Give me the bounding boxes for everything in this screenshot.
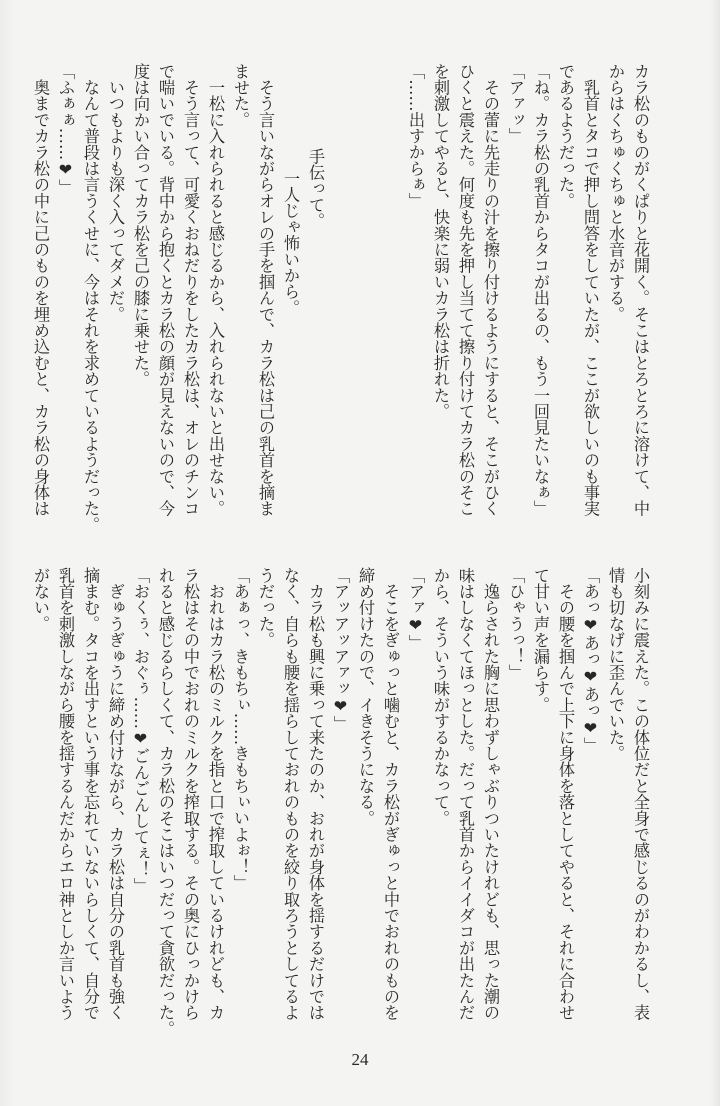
text-column: 一松に入れられると感じるから、入れられないと出せない。	[206, 63, 225, 517]
dialogue-column: 「ね。カラ松の乳首からタコが出るの、もう一回見たいなぁ」	[531, 63, 550, 517]
text-column: カラ松も興に乗って来たのか、おれが身体を揺するだけでは	[306, 567, 325, 1021]
text-column: がない。	[31, 567, 50, 632]
scene-break-spacer	[328, 63, 353, 73]
text-column: そう言いながらオレの手を掴んで、カラ松は己の乳首を摘ま	[256, 63, 275, 517]
dialogue-column: 「アァ❤」	[406, 567, 425, 651]
text-column: そう言って、可愛くおねだりをしたカラ松は、オレのチンコ	[181, 63, 200, 517]
dialogue-column: 「アッアッアァッ❤」	[331, 567, 350, 732]
text-column: ませた。	[231, 63, 250, 128]
text-column: て甘い声を漏らす。	[531, 567, 550, 713]
text-column: で喘いでいる。背中から抱くとカラ松の顔が見えないので、今	[156, 63, 175, 517]
text-column: であるようだった。	[556, 63, 575, 209]
text-column: から、そういう味がするかなって。	[431, 567, 450, 827]
scene-break-spacer	[353, 63, 378, 73]
text-column: うだった。	[256, 567, 275, 648]
dialogue-column: 「おくぅ、おぐぅ……❤ごんごんしてぇ！」	[131, 567, 150, 894]
dialogue-column: 「……出すからぁ」	[406, 63, 425, 209]
text-column: 奥までカラ松の中に己のものを埋め込むと、カラ松の身体は	[31, 63, 50, 517]
text-column: れると感じるらしくて、カラ松のそこはいつだって貪欲だった。	[156, 567, 175, 1037]
text-column: その腰を掴んで上下に身体を落としてやると、それに合わせ	[556, 567, 575, 1021]
text-column: カラ松のものがくぱりと花開く。そこはとろとろに溶けて、中	[631, 63, 650, 517]
text-column: 乳首とタコで押し問答をしていたが、ここが欲しいのも事実	[581, 63, 600, 517]
scene-break-spacer	[378, 63, 403, 73]
text-column: 逸らされた胸に思わずしゃぶりついたけれども、思った潮の	[481, 567, 500, 1021]
text-column: 摘まむ。タコを出すという事を忘れていないらしくて、自分で	[81, 567, 100, 1021]
text-column: 小刻みに震えた。この体位だと全身で感じるのがわかるし、表	[631, 567, 650, 1021]
text-column: その蕾に先走りの汁を擦り付けるようにすると、そこがひく	[481, 63, 500, 517]
text-column: を刺激してやると、快楽に弱いカラ松は折れた。	[431, 63, 450, 420]
text-column: そこをぎゅっと噛むと、カラ松がぎゅっと中でおれのものを	[381, 567, 400, 1021]
text-column: 乳首を刺激しながら腰を揺するんだからエロ神としか言いよう	[56, 567, 75, 1021]
text-column: 度は向かい合ってカラ松を己の膝に乗せた。	[131, 63, 150, 387]
text-column: ひくと震えた。何度も先を押し当てて擦り付けてカラ松のそこ	[456, 63, 475, 517]
text-column: 手伝って。	[306, 148, 325, 229]
lower-text-block	[28, 567, 653, 1047]
text-column: 味はしなくてほっとした。だって乳首からイイダコが出たんだ	[456, 567, 475, 1021]
page-number: 24	[351, 1050, 369, 1069]
text-column: ぎゅうぎゅうに締め付けながら、カラ松は自分の乳首も強く	[106, 567, 125, 1021]
text-column: 一人じゃ怖いから。	[281, 170, 300, 316]
text-column: 情も切なげに歪んでいた。	[606, 567, 625, 762]
upper-text-block	[28, 63, 653, 543]
text-column: いつもよりも深く入ってダメだ。	[106, 63, 125, 323]
text-column: からはくちゅくちゅと水音がする。	[606, 63, 625, 323]
dialogue-column: 「あぁっ、きもちぃ……きもちぃいよぉ！」	[231, 567, 250, 891]
text-column: なんて普段は言うくせに、今はそれを求めているようだった。	[81, 63, 100, 533]
dialogue-column: 「ふぁぁ……❤」	[56, 63, 75, 196]
text-column: 締め付けたので、イきそうになる。	[356, 567, 375, 827]
text-column: ラ松はその中でおれのミルクを搾取する。その奥にひっかけら	[181, 567, 200, 1021]
text-column: なく、自らも腰を揺らしておれのものを絞り取ろうとしてるよ	[281, 567, 300, 1021]
dialogue-column: 「あっ❤あっ❤あっ❤」	[581, 567, 600, 754]
dialogue-column: 「アァッ」	[506, 63, 525, 144]
dialogue-column: 「ひゃうっ！」	[506, 567, 525, 681]
text-column: おれはカラ松のミルクを指と口で搾取しているけれども、カ	[206, 567, 225, 1021]
